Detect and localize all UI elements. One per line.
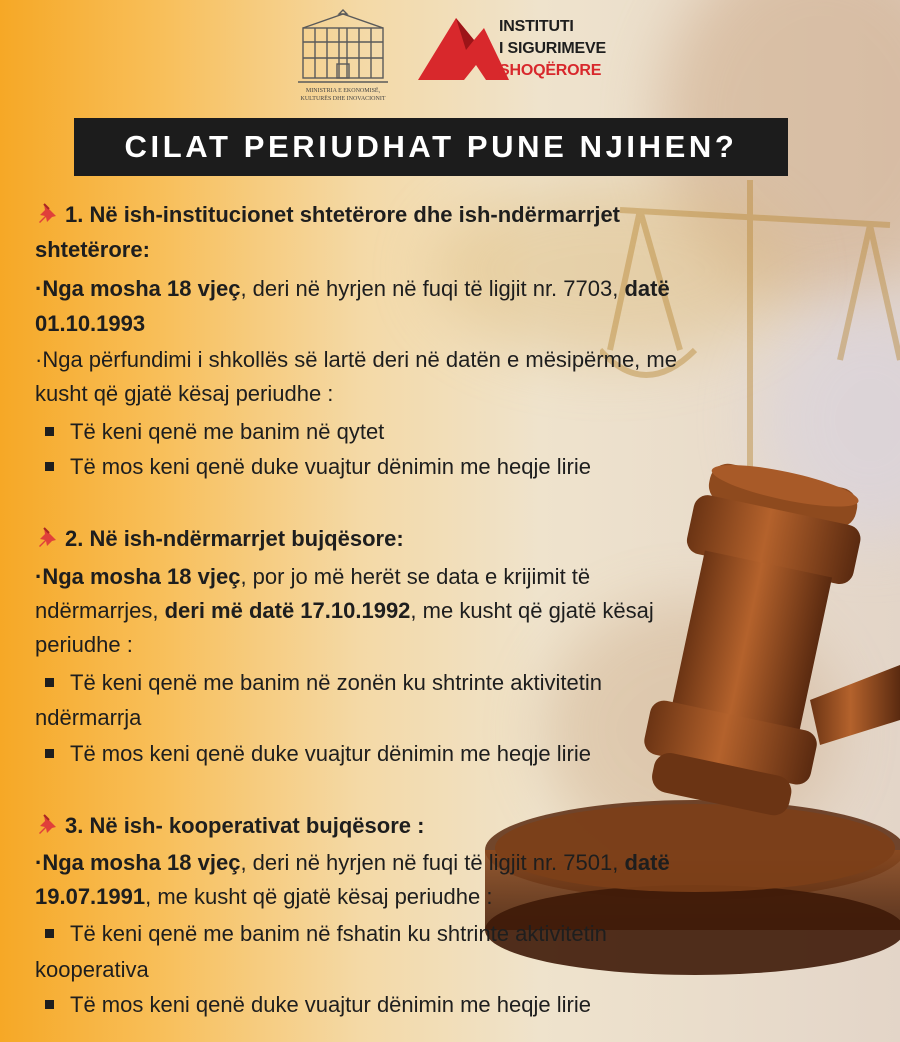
bold-text: datë	[624, 850, 670, 875]
section2-heading-text: 2. Në ish-ndërmarrjet bujqësore:	[65, 526, 404, 551]
bullet-text: Të mos keni qenë duke vuajtur dënimin me heqje lirie	[70, 992, 591, 1017]
bullet-square-icon	[45, 929, 54, 938]
pushpin-icon	[35, 201, 61, 227]
section1-bullet1	[45, 418, 384, 446]
para-text: , me kusht që gjatë kësaj periudhe :	[145, 884, 493, 909]
pushpin-icon	[35, 812, 61, 838]
section2-bullet1	[45, 669, 602, 697]
bold-text: ·Nga mosha 18 vjeç	[35, 564, 241, 589]
bold-text: datë	[624, 276, 670, 301]
ministry-name-line2: KULTURËS DHE INOVACIONIT	[300, 96, 386, 102]
bold-text: deri më datë 17.10.1992	[164, 598, 411, 623]
section1-heading-text: 1. Në ish-institucionet shtetërore dhe ish-ndërmarrjet	[65, 202, 621, 227]
section3-bullet1	[45, 920, 607, 948]
section1-bullet2	[45, 453, 591, 481]
bullet-square-icon	[45, 749, 54, 758]
section1-heading	[35, 201, 620, 229]
para-text: , deri në hyrjen në fuqi të ligjit nr. 7703,	[240, 276, 625, 301]
section1-para1	[35, 275, 670, 303]
section3-bullet1-cont: kooperativa	[35, 957, 149, 982]
section2-para1	[35, 563, 590, 591]
section3-bullet2	[45, 991, 591, 1019]
para-text: ndërmarrjes,	[35, 598, 165, 623]
section3-para1-cont	[35, 883, 492, 911]
section2-heading	[35, 525, 404, 553]
bullet-square-icon	[45, 678, 54, 687]
section3-heading	[35, 812, 424, 840]
bullet-square-icon	[45, 462, 54, 471]
bullet-text: Të keni qenë me banim në fshatin ku shtrinte aktivitetin	[70, 921, 607, 946]
bullet-text: Të mos keni qenë duke vuajtur dënimin me heqje lirie	[70, 454, 591, 479]
section1-para1-date: 01.10.1993	[35, 311, 146, 336]
iss-name-line1: INSTITUTI	[499, 18, 574, 35]
bullet-text: Të mos keni qenë duke vuajtur dënimin me heqje lirie	[70, 741, 591, 766]
bullet-text: Të keni qenë me banim në zonën ku shtrinte aktivitetin	[70, 670, 602, 695]
bullet-square-icon	[45, 427, 54, 436]
iss-name-line2: I SIGURIMEVE	[499, 40, 606, 57]
para-text: , me kusht që gjatë kësaj	[410, 598, 654, 623]
section1-heading-cont: shtetërore:	[35, 237, 150, 262]
section2-bullet1-cont: ndërmarrja	[35, 705, 142, 730]
bold-text: ·Nga mosha 18 vjeç	[35, 276, 241, 301]
para-text: , por jo më herët se data e krijimit të	[240, 564, 591, 589]
section2-para1-end: periudhe :	[35, 632, 133, 657]
iss-name-line3: SHOQËRORE	[499, 62, 602, 79]
bold-text: 19.07.1991	[35, 884, 146, 909]
section3-para1	[35, 849, 670, 877]
bullet-text: Të keni qenë me banim në qytet	[70, 419, 385, 444]
section1-para2: ·Nga përfundimi i shkollës së lartë deri në datën e mësipërme, me	[35, 347, 677, 372]
section2-bullet2	[45, 740, 591, 768]
bold-text: ·Nga mosha 18 vjeç	[35, 850, 241, 875]
section1-para2-cont: kusht që gjatë kësaj periudhe :	[35, 381, 334, 406]
ministry-name-line1: MINISTRIA E EKONOMISË,	[305, 88, 381, 94]
pushpin-icon	[35, 525, 61, 551]
page-title: CILAT PERIUDHAT PUNE NJIHEN?	[74, 118, 788, 176]
bullet-square-icon	[45, 1000, 54, 1009]
section3-heading-text: 3. Në ish- kooperativat bujqësore :	[65, 813, 425, 838]
section2-para1-cont	[35, 597, 654, 625]
para-text: , deri në hyrjen në fuqi të ligjit nr. 7501,	[240, 850, 625, 875]
